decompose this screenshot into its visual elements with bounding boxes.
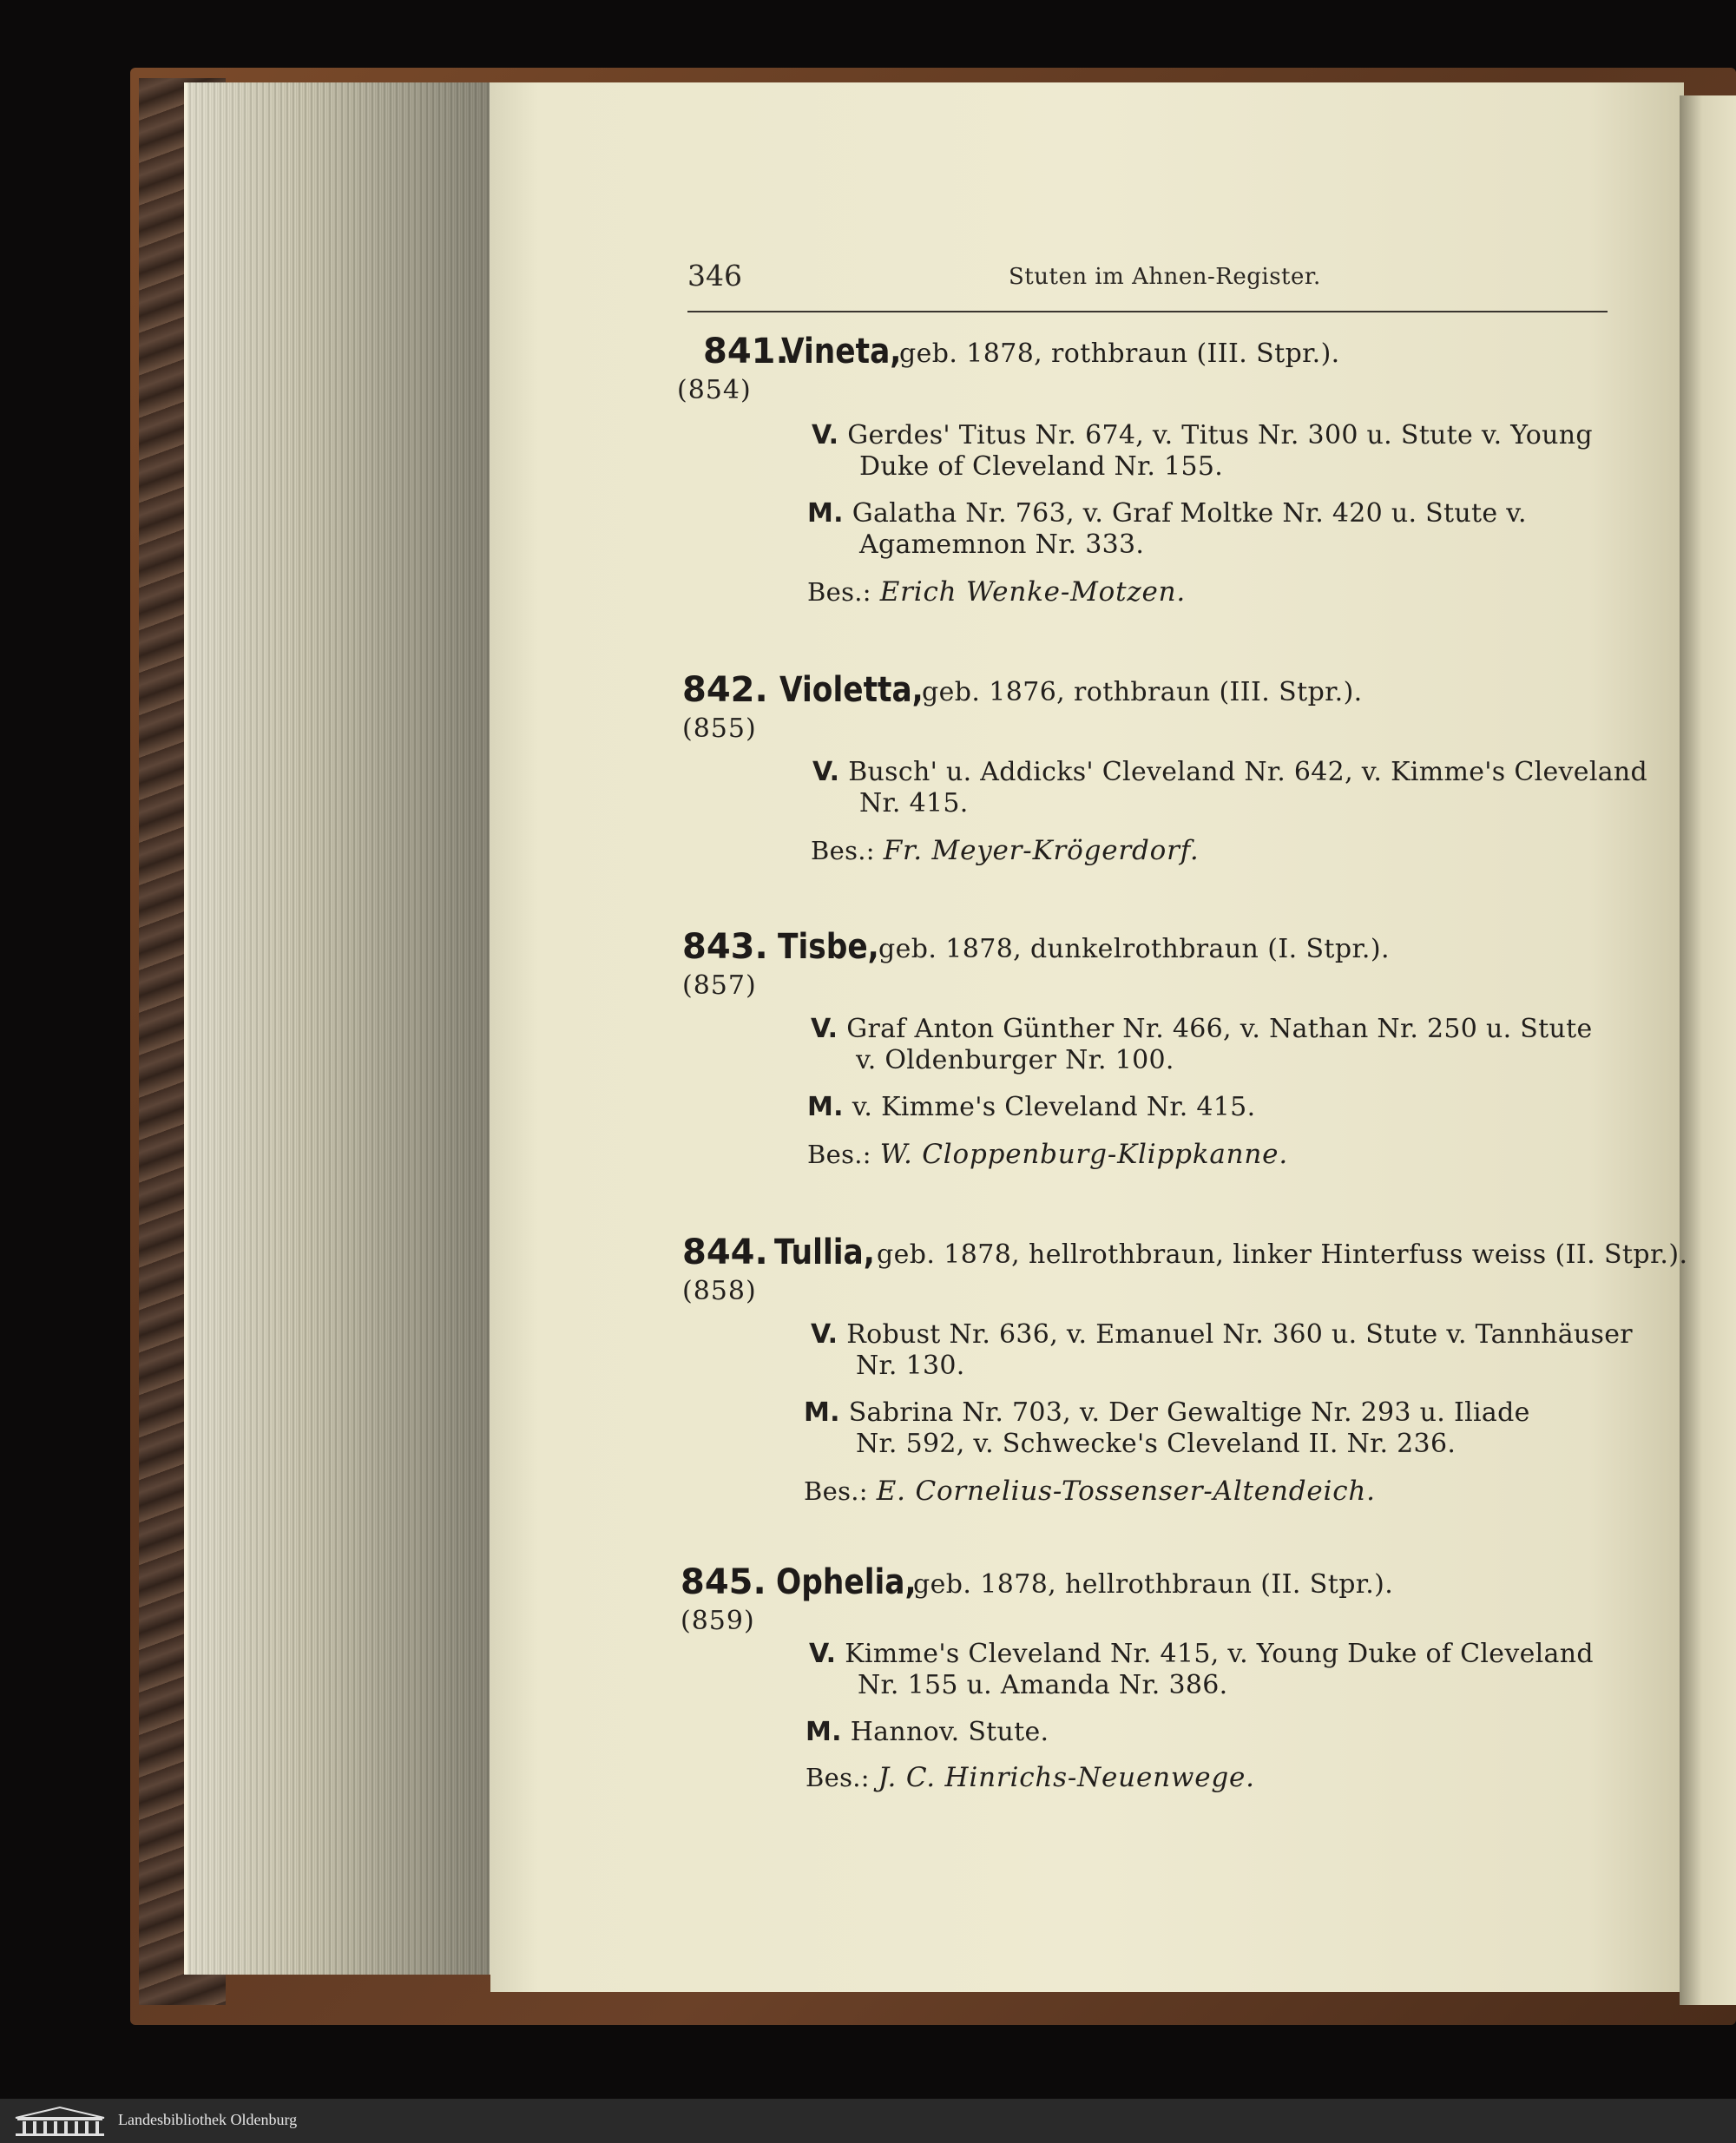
owner-label: Bes.: <box>811 836 875 865</box>
dam-label: M. <box>804 1397 840 1428</box>
sire-label: V. <box>812 757 840 787</box>
owner-line <box>807 576 1186 608</box>
owner-name: W. Cloppenburg-Klippkanne. <box>879 1139 1288 1170</box>
old-register-number: (855) <box>682 713 757 744</box>
sire-label: V. <box>809 1639 837 1669</box>
dam-text: Galatha Nr. 763, v. Graf Moltke Nr. 420 u. Stute v. <box>852 498 1527 529</box>
owner-line <box>807 1139 1288 1170</box>
dam-line <box>806 1717 1049 1747</box>
mare-name: Tullia, <box>774 1233 875 1272</box>
owner-name: J. C. Hinrichs-Neuenwege. <box>878 1762 1255 1793</box>
old-register-number: (854) <box>677 375 752 405</box>
mare-name: Vineta, <box>781 332 902 371</box>
owner-name: Fr. Meyer-Krögerdorf. <box>883 835 1200 866</box>
sire-line-cont: Duke of Cleveland Nr. 155. <box>859 451 1224 482</box>
owner-name: E. Cornelius-Tossenser-Altendeich. <box>876 1476 1376 1507</box>
sire-line <box>812 420 1593 450</box>
sire-line-cont: Nr. 155 u. Amanda Nr. 386. <box>858 1670 1228 1700</box>
dam-text: Hannov. Stute. <box>850 1717 1049 1747</box>
entry-details: geb. 1878, dunkelrothbraun (I. Stpr.). <box>878 934 1390 964</box>
sire-line <box>811 1319 1633 1350</box>
dam-line-cont: Agamemnon Nr. 333. <box>859 529 1145 560</box>
library-building-icon <box>12 2106 108 2137</box>
library-footer <box>0 2099 1736 2143</box>
entry-details: geb. 1876, rothbraun (III. Stpr.). <box>922 677 1363 707</box>
register-entry <box>682 927 1620 1187</box>
old-register-number: (858) <box>682 1276 757 1306</box>
mare-name: Ophelia, <box>776 1562 917 1602</box>
sire-line <box>809 1639 1594 1669</box>
owner-line <box>811 835 1200 866</box>
owner-label: Bes.: <box>807 1140 871 1169</box>
owner-line <box>806 1762 1255 1793</box>
owner-name: Erich Wenke-Motzen. <box>879 576 1187 608</box>
entry-number: 841. <box>703 332 789 371</box>
sire-text: Robust Nr. 636, v. Emanuel Nr. 360 u. Stute v. Tannhäuser <box>846 1319 1633 1350</box>
dam-line <box>807 1092 1255 1122</box>
owner-label: Bes.: <box>806 1763 870 1792</box>
sire-line <box>812 757 1647 787</box>
dam-line <box>807 498 1527 529</box>
owner-label: Bes.: <box>807 577 871 607</box>
old-register-number: (859) <box>681 1606 755 1636</box>
old-register-number: (857) <box>682 970 757 1001</box>
sire-line-cont: v. Oldenburger Nr. 100. <box>856 1045 1174 1075</box>
dam-label: M. <box>806 1717 842 1747</box>
register-entry <box>677 332 1614 609</box>
sire-line-cont: Nr. 130. <box>856 1351 965 1381</box>
library-name: Landesbibliothek Oldenburg <box>118 2111 298 2128</box>
sire-label: V. <box>811 1319 838 1350</box>
dam-line <box>804 1397 1530 1428</box>
sire-text: Busch' u. Addicks' Cleveland Nr. 642, v. Kimme's Cleveland <box>848 757 1648 787</box>
sire-label: V. <box>811 1014 838 1044</box>
sire-line <box>811 1014 1593 1044</box>
entry-number: 842. <box>682 670 768 710</box>
sire-text: Gerdes' Titus Nr. 674, v. Titus Nr. 300 u. Stute v. Young <box>847 420 1593 450</box>
owner-label: Bes.: <box>804 1476 868 1506</box>
dam-text: Sabrina Nr. 703, v. Der Gewaltige Nr. 293 u. Iliade <box>848 1397 1530 1428</box>
page-edges-shade <box>184 82 490 1975</box>
mare-name: Violetta, <box>779 670 924 710</box>
entry-details: geb. 1878, hellrothbraun (II. Stpr.). <box>913 1569 1394 1600</box>
entry-number: 845. <box>681 1562 766 1602</box>
sire-text: Graf Anton Günther Nr. 466, v. Nathan Nr. 250 u. Stute <box>846 1014 1593 1044</box>
register-entry <box>682 670 1648 878</box>
page-number: 346 <box>687 259 742 293</box>
entry-details: geb. 1878, hellrothbraun, linker Hinterfuss weiss (II. Stpr.). <box>877 1239 1688 1270</box>
entry-details: geb. 1878, rothbraun (III. Stpr.). <box>899 339 1340 369</box>
entry-number: 843. <box>682 927 768 967</box>
header-rule <box>687 311 1608 312</box>
dam-text: v. Kimme's Cleveland Nr. 415. <box>852 1092 1256 1122</box>
dam-label: M. <box>807 1092 844 1122</box>
mare-name: Tisbe, <box>778 927 879 967</box>
register-entry <box>681 1562 1618 1814</box>
entry-number: 844. <box>682 1233 768 1272</box>
dam-line-cont: Nr. 592, v. Schwecke's Cleveland II. Nr. 236. <box>856 1429 1457 1459</box>
owner-line <box>804 1476 1376 1507</box>
dam-label: M. <box>807 498 844 529</box>
next-page-gutter <box>1680 95 1736 2005</box>
sire-text: Kimme's Cleveland Nr. 415, v. Young Duke of Cleveland <box>845 1639 1594 1669</box>
sire-label: V. <box>812 420 839 450</box>
register-entry <box>682 1233 1688 1519</box>
running-head-title: Stuten im Ahnen-Register. <box>1009 264 1321 290</box>
running-head <box>687 259 1608 300</box>
sire-line-cont: Nr. 415. <box>859 788 969 818</box>
